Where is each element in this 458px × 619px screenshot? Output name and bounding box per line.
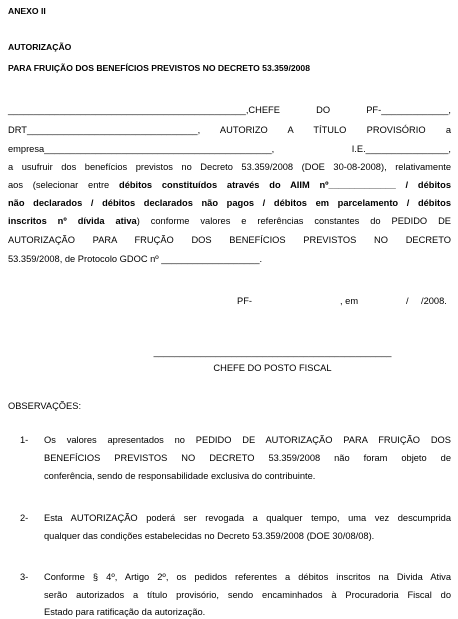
body-line-9: 53.359/2008, de Protocolo GDOC nº ___________________.	[8, 254, 263, 264]
observations-heading: OBSERVAÇÕES:	[8, 401, 82, 411]
document-title: AUTORIZAÇÃO	[8, 42, 72, 52]
date-year: /2008.	[421, 296, 447, 306]
obs-1-number: 1-	[20, 435, 29, 445]
obs-2-number: 2-	[20, 513, 29, 523]
body-line-5-text: aos (selecionar entre	[8, 180, 120, 190]
obs-3-line-3: Estado para ratificação da autorização.	[44, 607, 206, 617]
obs-3-number: 3-	[20, 572, 29, 582]
body-line-1: ______________________________________________,CHEFE DO PF-_____________,	[8, 105, 451, 115]
body-line-7	[8, 215, 451, 227]
signature-line: ______________________________________________	[153, 347, 392, 357]
obs-2-line-2: qualquer das condições estabelecidas no Decreto 53.359/2008 (DOE 30/08/08).	[44, 531, 375, 541]
body-line-4: a usufruir dos benefícios previstos no Decreto 53.359/2008 (DOE 30-08-2008), relativamente	[8, 162, 451, 172]
annex-label: ANEXO II	[8, 6, 46, 16]
obs-2-line-1: Esta AUTORIZAÇÃO poderá ser revogada a qualquer tempo, uma vez descumprida	[44, 513, 451, 523]
obs-1-line-2: BENEFÍCIOS PREVISTOS NO DECRETO 53.359/2008 não foram objeto de	[44, 453, 451, 463]
place-prefix: PF-	[237, 296, 252, 306]
body-line-3: empresa____________________________________________, I.E.________________,	[8, 144, 451, 154]
body-line-6-bold: não declarados / débitos declarados não pagos / débitos em parcelamento / débitos	[8, 198, 451, 208]
body-line-5	[8, 179, 451, 191]
body-line-6	[8, 197, 451, 209]
body-line-8: AUTORIZAÇÃO PARA FRUÇÃO DOS BENEFÍCIOS PREVISTOS NO DECRETO	[8, 235, 451, 245]
date-middle: , em	[340, 296, 359, 306]
date-slash: /	[406, 296, 409, 306]
obs-3-line-2: serão autorizados a título provisório, sendo encaminhados à Procuradoria Fiscal do	[44, 590, 451, 600]
body-line-2: DRT_________________________________, AUTORIZO A TÍTULO PROVISÓRIO a	[8, 125, 451, 135]
obs-3-line-1: Conforme § 4º, Artigo 2º, os pedidos referentes a débitos inscritos na Divida Ativa	[44, 572, 451, 582]
signature-label: CHEFE DO POSTO FISCAL	[213, 363, 332, 373]
obs-1-line-3: conferência, sendo de responsabilidade exclusiva do contribuinte.	[44, 471, 316, 481]
document-subtitle: PARA FRUIÇÃO DOS BENEFÍCIOS PREVISTOS NO DECRETO 53.359/2008	[8, 63, 310, 73]
obs-1-line-1: Os valores apresentados no PEDIDO DE AUTORIZAÇÃO PARA FRUIÇÃO DOS	[44, 435, 451, 445]
body-line-7-text: ) conforme valores e referências constantes do PEDIDO DE	[136, 216, 451, 226]
body-line-5-bold: débitos constituídos através do AIIM nº_____________ / débitos	[119, 180, 451, 190]
body-line-7-bold: inscritos nº dívida ativa	[8, 216, 137, 226]
